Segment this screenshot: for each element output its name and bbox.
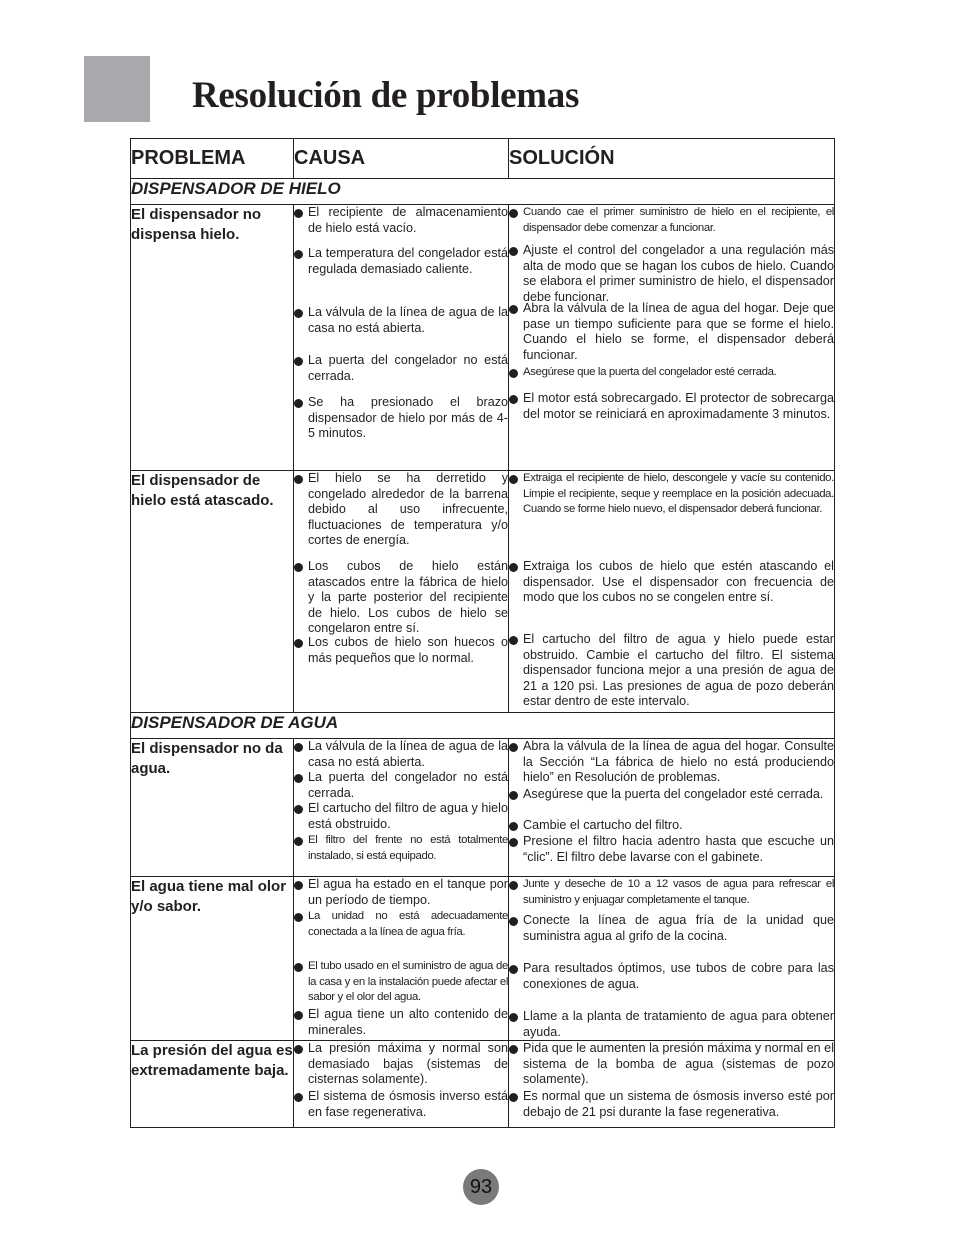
solution-item: Abra la válvula de la línea de agua del hogar. Consulte la Sección “La fábrica de hielo no está produciendo hielo” en Resolución de problemas. [509,739,834,787]
header-cause: CAUSA [294,139,509,179]
solution-cell [509,205,835,471]
table-row [131,471,835,713]
cause-item: La puerta del congelador no está cerrada. [294,353,508,395]
solution-item: Llame a la planta de tratamiento de agua para obtener ayuda. [509,1009,834,1040]
cause-item: El agua tiene un alto contenido de minerales. [294,1007,508,1038]
cause-item: El tubo usado en el suministro de agua de la casa y en la instalación puede afectar el sabor y el olor del agua. [294,959,508,1007]
solution-item: Cambie el cartucho del filtro. [509,818,834,834]
problem-cell: El dispensador de hielo está atascado. [131,471,294,713]
solution-item: Junte y deseche de 10 a 12 vasos de agua para refrescar el suministro y enjuagar completamente el tanque. [509,877,834,913]
solution-item: Pida que le aumenten la presión máxima y normal en el sistema de la bomba de agua (sistemas de pozo solamente). [509,1041,834,1089]
solution-item: El motor está sobrecargado. El protector de sobrecarga del motor se reiniciará en aproximadamente 3 minutos. [509,391,834,422]
solution-item: Extraiga el recipiente de hielo, descongele y vacíe su contenido. Limpie el recipiente, seque y reemplace en la posición adecuada. Cuando se forme hielo nuevo, el dispensador deberá funcionar. [509,471,834,559]
cause-item: El cartucho del filtro de agua y hielo está obstruido. [294,801,508,833]
solution-item: Conecte la línea de agua fría de la unidad que suministra agua al grifo de la cocina. [509,913,834,961]
cause-item: La puerta del congelador no está cerrada. [294,770,508,801]
solution-item: Para resultados óptimos, use tubos de cobre para las conexiones de agua. [509,961,834,1009]
solution-item: Cuando cae el primer suministro de hielo en el recipiente, el dispensador debe comenzar a funcionar. [509,205,834,243]
solution-item: El cartucho del filtro de agua y hielo puede estar obstruido. Cambie el cartucho del filtro. El sistema dispensador funciona mejor a una presión de agua de 21 a 120 psi. Las presiones de agua de pozo deberán estar dentro de este intervalo. [509,632,834,710]
table-row [131,877,835,1041]
cause-cell [294,1041,509,1128]
section-row [131,179,835,205]
solution-item: Presione el filtro hacia adentro hasta que escuche un “clic”. El filtro debe lavarse con el gabinete. [509,834,834,865]
section-row [131,713,835,739]
solution-item: Asegúrese que la puerta del congelador esté cerrada. [509,787,834,818]
problem-cell: El agua tiene mal olor y/o sabor. [131,877,294,1041]
solution-cell [509,471,835,713]
header-problem: PROBLEMA [131,139,294,179]
cause-item: El filtro del frente no está totalmente instalado, si está equipado. [294,833,508,864]
solution-cell [509,877,835,1041]
cause-cell [294,205,509,471]
section-title: DISPENSADOR DE HIELO [131,179,835,205]
solution-cell [509,739,835,877]
cause-item: Se ha presionado el brazo dispensador de hielo por más de 4-5 minutos. [294,395,508,442]
cause-item: El agua ha estado en el tanque por un período de tiempo. [294,877,508,909]
cause-cell [294,877,509,1041]
page-title: Resolución de problemas [192,75,580,116]
cause-item: La válvula de la línea de agua de la casa no está abierta. [294,305,508,353]
troubleshooting-table [130,138,835,1128]
solution-cell [509,1041,835,1128]
cause-item: Los cubos de hielo son huecos o más pequeños que lo normal. [294,635,508,666]
cause-cell [294,739,509,877]
page-number: 93 [463,1169,499,1205]
problem-cell: El dispensador no dispensa hielo. [131,205,294,471]
table-header-row [131,139,835,179]
problem-cell: La presión del agua es extremadamente baja. [131,1041,294,1128]
cause-item: El hielo se ha derretido y congelado alrededor de la barrena debido al uso infrecuente, fluctuaciones de temperatura y/o cortes de energía. [294,471,508,559]
table-row [131,1041,835,1128]
section-title: DISPENSADOR DE AGUA [131,713,835,739]
problem-cell: El dispensador no da agua. [131,739,294,877]
section-tab-marker [84,56,150,122]
solution-item: Es normal que un sistema de ósmosis inverso esté por debajo de 21 psi durante la fase regenerativa. [509,1089,834,1120]
cause-item: Los cubos de hielo están atascados entre la fábrica de hielo y la parte posterior del recipiente de hielo. Los cubos de hielo se congelaron entre sí. [294,559,508,635]
header-solution: SOLUCIÓN [509,139,835,179]
solution-item: Extraiga los cubos de hielo que estén atascando el dispensador. Use el dispensador con frecuencia de modo que los cubos no se congelen entre sí. [509,559,834,632]
cause-item: El sistema de ósmosis inverso está en fase regenerativa. [294,1089,508,1120]
cause-item: El recipiente de almacenamiento de hielo está vacío. [294,205,508,246]
cause-item: La válvula de la línea de agua de la casa no está abierta. [294,739,508,770]
table-row [131,205,835,471]
cause-item: La unidad no está adecuadamente conectada a la línea de agua fría. [294,909,508,959]
cause-cell [294,471,509,713]
solution-item: Abra la válvula de la línea de agua del hogar. Deje que pase un tiempo suficiente para que se forme el hielo. Cuando el hielo se forme, el dispensador deberá funcionar. [509,301,834,365]
cause-item: La presión máxima y normal son demasiado bajas (sistemas de cisternas solamente). [294,1041,508,1089]
solution-item: Ajuste el control del congelador a una regulación más alta de modo que se hagan los cubos de hielo. Cuando se elabora el primer suministro de hielo, el dispensador debe funcionar. [509,243,834,301]
solution-item: Asegúrese que la puerta del congelador esté cerrada. [509,365,834,391]
table-row [131,739,835,877]
cause-item: La temperatura del congelador está regulada demasiado caliente. [294,246,508,305]
